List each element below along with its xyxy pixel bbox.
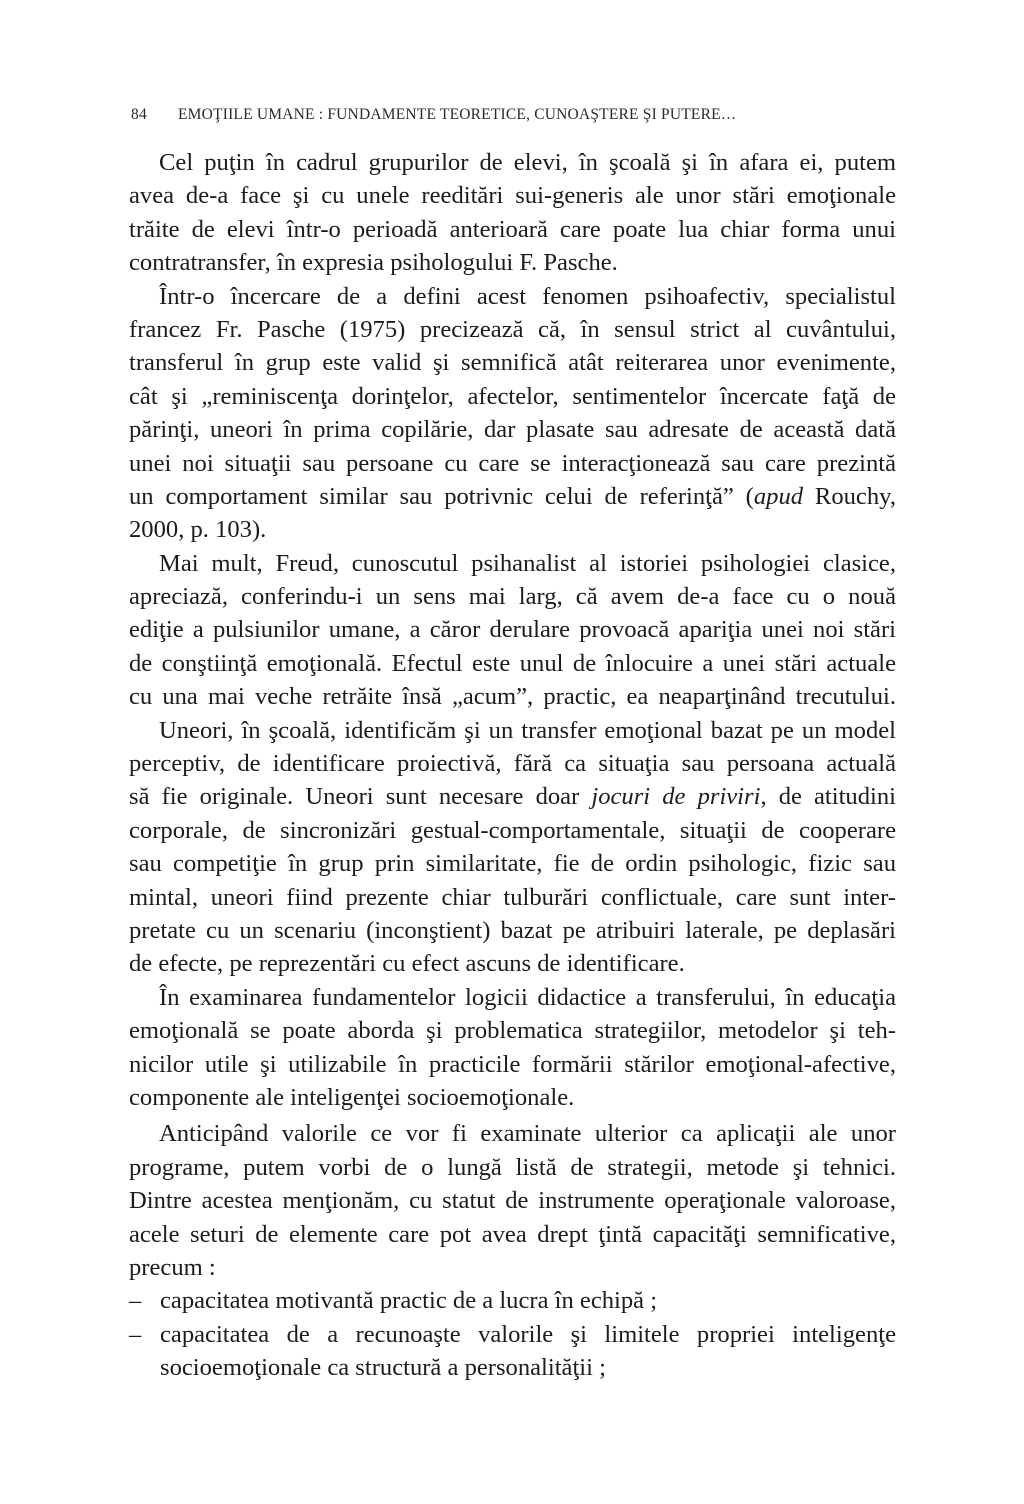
list-item [129, 1284, 896, 1317]
text-line: contratransfer, în expresia psihologului F. Pasche. [129, 249, 618, 277]
text-line: apreciază, conferindu-i un sens mai larg, că avem de-a face cu o nouă [129, 583, 896, 611]
text-line: avea de-a face şi cu unele reeditări sui-generis ale unor stări emoţionale [129, 182, 896, 210]
text-fragment: un comportament similar sau potrivnic celui de referinţă” ( [129, 482, 754, 510]
list-item-text: capacitatea de a recunoaşte valorile şi limitele propriei inteligenţe [160, 1320, 896, 1348]
dash-bullet-icon: – [129, 1287, 142, 1315]
text-line: de conştiinţă emoţională. Efectul este unul de înlocuire a unei stări actuale [129, 649, 896, 677]
text-line: nicilor utile şi utilizabile în practicile formării stărilor emoţional-afective, [129, 1050, 896, 1078]
text-line: cu una mai veche retrăite însă „acum”, practic, ea neaparţinând trecutului. [129, 683, 896, 711]
body-text [129, 146, 896, 1384]
italic-phrase: jocuri de priviri [591, 783, 761, 811]
text-line: emoţională se poate aborda şi problematica strategiilor, metodelor şi teh- [129, 1017, 896, 1045]
text-fragment: Rouchy, [803, 482, 896, 510]
text-line: Uneori, în şcoală, identificăm şi un transfer emoţional bazat pe un model [159, 716, 896, 744]
running-head [131, 106, 891, 130]
list-item-continuation: socioemoţionale ca structură a personalităţii ; [160, 1354, 606, 1382]
italic-apud: apud [753, 482, 804, 510]
dash-bullet-icon: – [129, 1320, 142, 1348]
list-item [129, 1318, 896, 1351]
text-line: mintal, uneori fiind prezente chiar tulburări conflictuale, care sunt inter- [129, 883, 896, 911]
text-line-with-italic [129, 780, 896, 813]
text-line-with-citation [129, 480, 896, 513]
text-line: părinţi, uneori în prima copilărie, dar plasate sau adresate de această dată [129, 416, 896, 444]
text-fragment: să fie originale. Uneori sunt necesare doar [129, 783, 592, 811]
text-line: sau competiţie în grup prin similaritate, fie de ordin psihologic, fizic sau [129, 850, 896, 878]
text-line: În examinarea fundamentelor logicii didactice a transferului, în educaţia [159, 983, 896, 1011]
paragraph [129, 146, 896, 280]
text-line: ediţie a pulsiunilor umane, a căror derulare provoacă apariţia unei noi stări [129, 616, 896, 644]
text-line: francez Fr. Pasche (1975) precizează că, în sensul strict al cuvântului, [129, 315, 896, 343]
text-line: precum : [129, 1253, 216, 1281]
paragraph [129, 981, 896, 1115]
text-line: Cel puţin în cadrul grupurilor de elevi, în şcoală şi în afara ei, putem [159, 149, 896, 176]
running-head-title: EMOŢIILE UMANE : FUNDAMENTE TEORETICE, CUNOAŞTERE ŞI PUTERE… [178, 106, 737, 123]
text-line: Într-o încercare de a defini acest fenomen psihoafectiv, specialistul [159, 282, 896, 310]
text-line: Anticipând valorile ce vor fi examinate ulterior ca aplicaţii ale unor [159, 1120, 896, 1148]
text-line: de efecte, pe reprezentări cu efect ascuns de identificare. [129, 950, 685, 978]
list-item-text: capacitatea motivantă practic de a lucra în echipă ; [160, 1287, 658, 1315]
text-line: perceptiv, de identificare proiectivă, fără ca situaţia sau persoana actuală [129, 750, 896, 778]
text-line: acele seturi de elemente care pot avea drept ţintă capacităţi semnificative, [129, 1220, 896, 1248]
text-line: Mai mult, Freud, cunoscutul psihanalist al istoriei psihologiei clasice, [159, 549, 896, 577]
text-line: 2000, p. 103). [129, 516, 267, 544]
text-line: transferul în grup este valid şi semnifică atât reiterarea unor evenimente, [129, 349, 896, 377]
paragraph [129, 280, 896, 547]
text-line: unei noi situaţii sau persoane cu care se interacţionează sau care prezintă [129, 449, 896, 477]
page-number: 84 [131, 106, 147, 123]
text-fragment: , de atitudini [760, 783, 896, 811]
text-line: cât şi „reminiscenţa dorinţelor, afectelor, sentimentelor încercate faţă de [129, 382, 896, 410]
text-line: trăite de elevi într-o perioadă anterioară care poate lua chiar forma unui [129, 215, 896, 243]
text-line: corporale, de sincronizări gestual-comportamentale, situaţii de cooperare [129, 816, 896, 844]
dash-list [129, 1284, 896, 1384]
text-line: pretate cu un scenariu (inconştient) bazat pe atribuiri laterale, pe deplasări [129, 916, 896, 944]
paragraph [129, 1117, 896, 1284]
text-line: Dintre acestea menţionăm, cu statut de instrumente operaţionale valoroase, [129, 1187, 896, 1215]
paragraph [129, 547, 896, 714]
text-line: componente ale inteligenţei socioemoţionale. [129, 1083, 575, 1111]
text-line: programe, putem vorbi de o lungă listă de strategii, metode şi tehnici. [129, 1153, 896, 1181]
paragraph [129, 714, 896, 981]
